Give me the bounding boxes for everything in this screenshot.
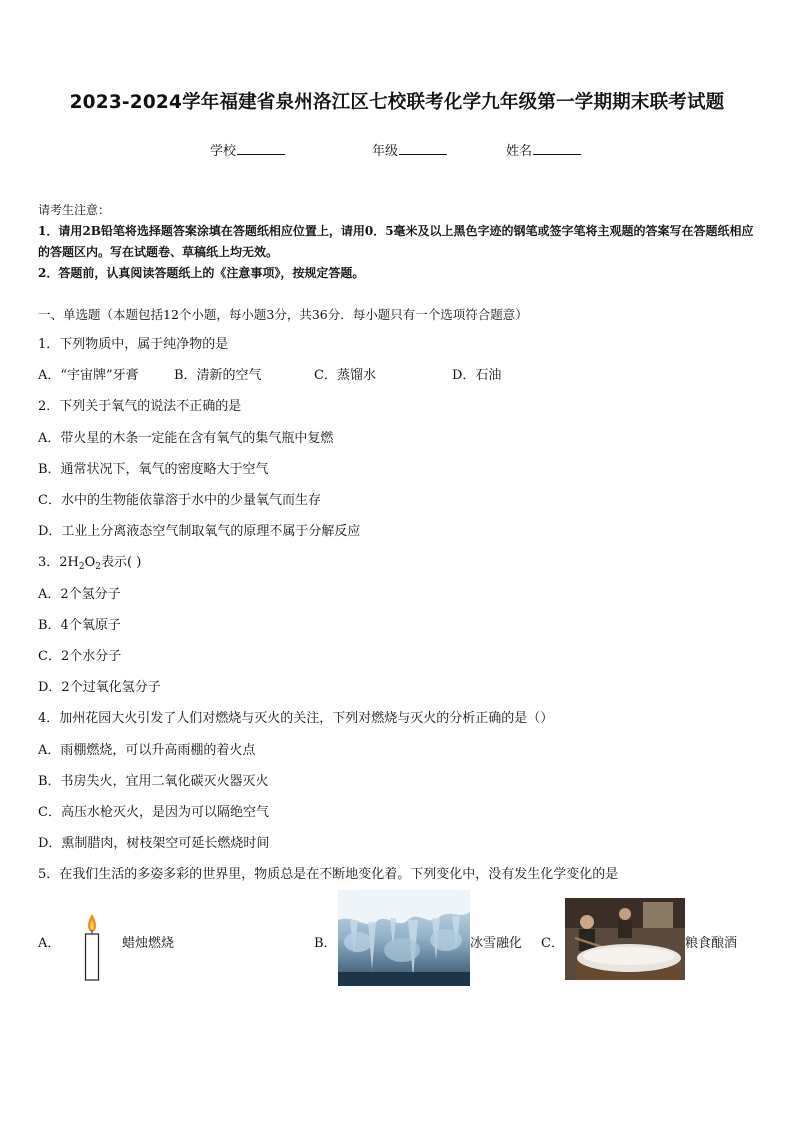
q2-option-c: C．水中的生物能依靠溶于水中的少量氧气而生存 [38, 493, 321, 508]
brewing-image [565, 898, 685, 980]
q5-option-a-text: 蜡烛燃烧 [122, 936, 175, 951]
notice-item-2: 2．答题前，认真阅读答题纸上的《注意事项》，按规定答题。 [38, 266, 365, 280]
q4-option-a: A．雨棚燃烧，可以升高雨棚的着火点 [38, 743, 256, 758]
school-blank [237, 142, 285, 155]
q5-option-a-letter: A． [38, 936, 61, 951]
section-heading: 一、单选题（本题包括12个小题，每小题3分，共36分．每小题只有一个选项符合题意） [38, 307, 528, 322]
q5-option-c-letter: C． [541, 936, 564, 951]
q2-stem: 2．下列关于氧气的说法不正确的是 [38, 399, 242, 414]
q1-stem: 1．下列物质中，属于纯净物的是 [38, 337, 229, 352]
q4-option-b: B．书房失火，宜用二氧化碳灭火器灭火 [38, 774, 269, 789]
page-title: 2023-2024学年福建省泉州洛江区七校联考化学九年级第一学期期末联考试题 [69, 92, 725, 113]
grade-blank [399, 142, 447, 155]
school-field [210, 140, 285, 159]
q3-stem [38, 551, 141, 572]
q3-option-d: D．2个过氧化氢分子 [38, 680, 161, 695]
q5-options [38, 890, 778, 990]
grade-label: 年级 [372, 144, 399, 159]
q1-option-b: B．清新的空气 [174, 368, 262, 383]
name-field [506, 140, 581, 159]
name-blank [533, 142, 581, 155]
q2-option-b: B．通常状况下，氧气的密度略大于空气 [38, 462, 269, 477]
q5-option-b-letter: B． [314, 936, 337, 951]
q1-option-c: C．蒸馏水 [314, 368, 376, 383]
q3-sub-2: 2 [95, 562, 102, 572]
q5-stem: 5．在我们生活的多姿多彩的世界里，物质总是在不断地变化着。下列变化中，没有发生化学变化的是 [38, 867, 619, 882]
candle-image [82, 912, 102, 982]
q3-suffix: 表示( ) [101, 555, 142, 570]
ice-image [338, 890, 470, 986]
q4-option-d: D．熏制腊肉，树枝架空可延长燃烧时间 [38, 836, 270, 851]
q1-option-d: D．石油 [452, 368, 502, 383]
q3-option-b: B．4个氧原子 [38, 618, 121, 633]
q1-option-a: A．“宇宙牌”牙膏 [38, 368, 139, 383]
grade-field [372, 140, 447, 159]
q3-option-a: A．2个氢分子 [38, 587, 121, 602]
notice-block [38, 200, 760, 284]
notice-item-1: 1．请用2B铅笔将选择题答案涂填在答题纸相应位置上，请用0．5毫米及以上黑色字迹的钢笔或签字笔将主观题的答案写在答题纸相应的答题区内。写在试题卷、草稿纸上均无效。 [38, 224, 754, 259]
school-label: 学校 [210, 144, 237, 159]
q3-mid: O [84, 555, 96, 570]
q3-prefix: 3．2H [38, 555, 79, 570]
q4-option-c: C．高压水枪灭火，是因为可以隔绝空气 [38, 805, 269, 820]
notice-heading: 请考生注意： [38, 203, 111, 217]
name-label: 姓名 [506, 144, 533, 159]
q5-option-c-text: 粮食酿酒 [685, 936, 738, 951]
q3-option-c: C．2个水分子 [38, 649, 122, 664]
q2-option-d: D．工业上分离液态空气制取氧气的原理不属于分解反应 [38, 524, 361, 539]
q2-option-a: A．带火星的木条一定能在含有氧气的集气瓶中复燃 [38, 431, 334, 446]
q5-option-b-text: 冰雪融化 [470, 936, 523, 951]
q3-sub-1: 2 [78, 562, 85, 572]
q4-stem: 4．加州花园大火引发了人们对燃烧与灭火的关注，下列对燃烧与灭火的分析正确的是（） [38, 711, 554, 726]
